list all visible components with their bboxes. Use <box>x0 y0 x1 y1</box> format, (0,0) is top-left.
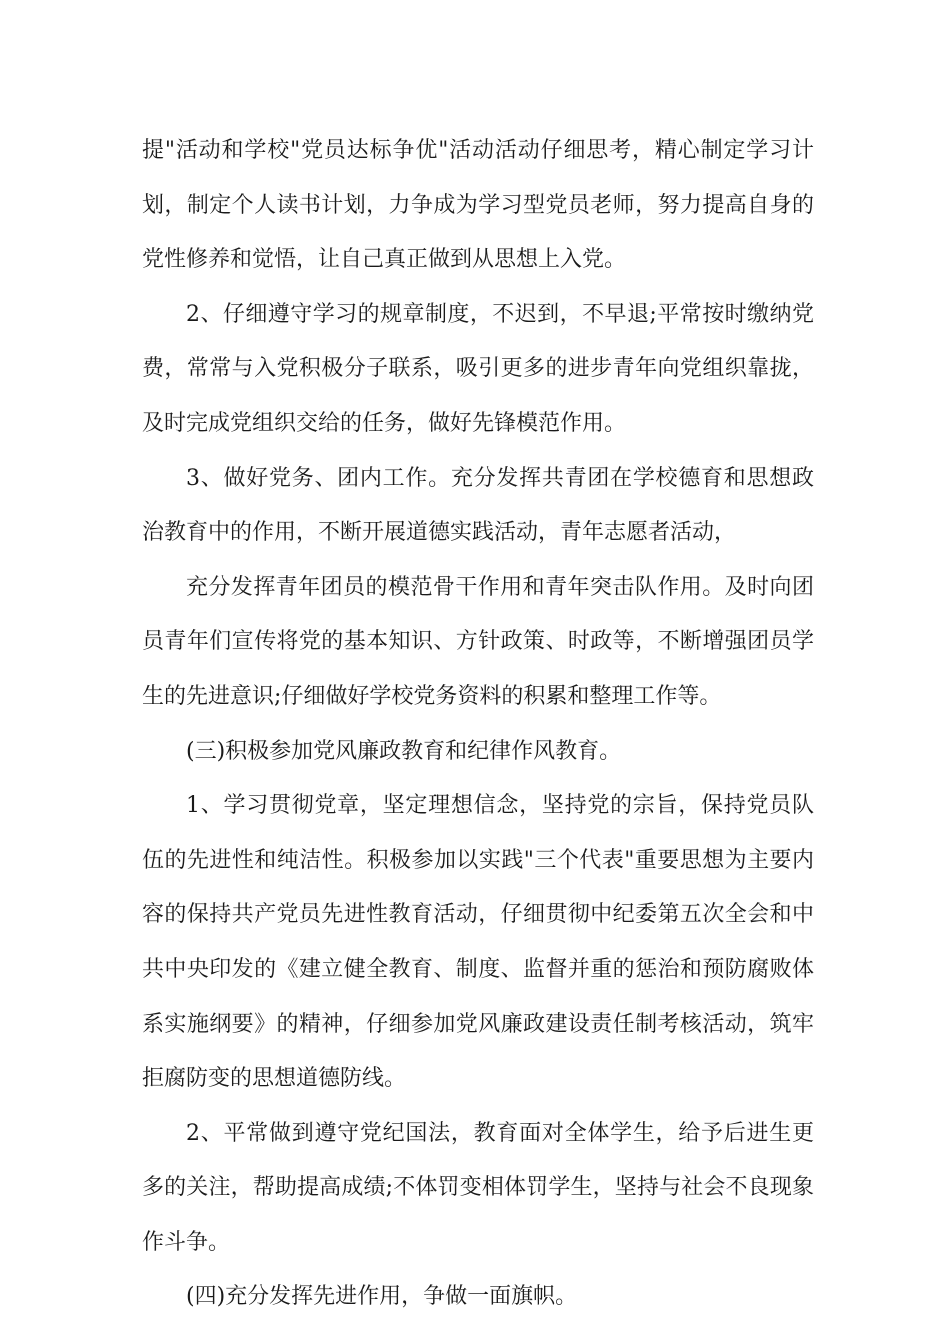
paragraph-league-members: 充分发挥青年团员的模范骨干作用和青年突击队作用。及时向团员青年们宣传将党的基本知识、方针政策、时政等，不断增强团员学生的先进意识;仔细做好学校党务资料的积累和整理工作等。 <box>142 574 814 709</box>
paragraph-item-1-party-constitution: 1、学习贯彻党章，坚定理想信念，坚持党的宗旨，保持党员队伍的先进性和纯洁性。积极参加以实践"三个代表"重要思想为主要内容的保持共产党员先进性教育活动，仔细贯彻中纪委第五次全会和中共中央印发的《建立健全教育、制度、监督并重的惩治和预防腐败体系实施纲要》的精神，仔细参加党风廉政建设责任制考核活动，筑牢拒腐防变的思想道德防线。 <box>142 793 814 1092</box>
paragraph-item-3-party-affairs: 3、做好党务、团内工作。充分发挥共青团在学校德育和思想政治教育中的作用，不断开展道德实践活动，青年志愿者活动， <box>142 465 814 546</box>
section-heading-3: (三)积极参加党风廉政教育和纪律作风教育。 <box>186 738 622 764</box>
section-heading-4: (四)充分发挥先进作用，争做一面旗帜。 <box>186 1284 578 1310</box>
document-body <box>142 124 814 1325</box>
paragraph-item-2-discipline: 2、平常做到遵守党纪国法，教育面对全体学生，给予后进生更多的关注，帮助提高成绩;不体罚变相体罚学生，坚持与社会不良现象作斗争。 <box>142 1120 814 1255</box>
paragraph-item-2-rules: 2、仔细遵守学习的规章制度，不迟到，不早退;平常按时缴纳党费，常常与入党积极分子联系，吸引更多的进步青年向党组织靠拢，及时完成党组织交给的任务，做好先锋模范作用。 <box>142 301 814 436</box>
paragraph-continuation: 提"活动和学校"党员达标争优"活动活动仔细思考，精心制定学习计划，制定个人读书计划，力争成为学习型党员老师，努力提高自身的党性修养和觉悟，让自己真正做到从思想上入党。 <box>142 138 814 273</box>
